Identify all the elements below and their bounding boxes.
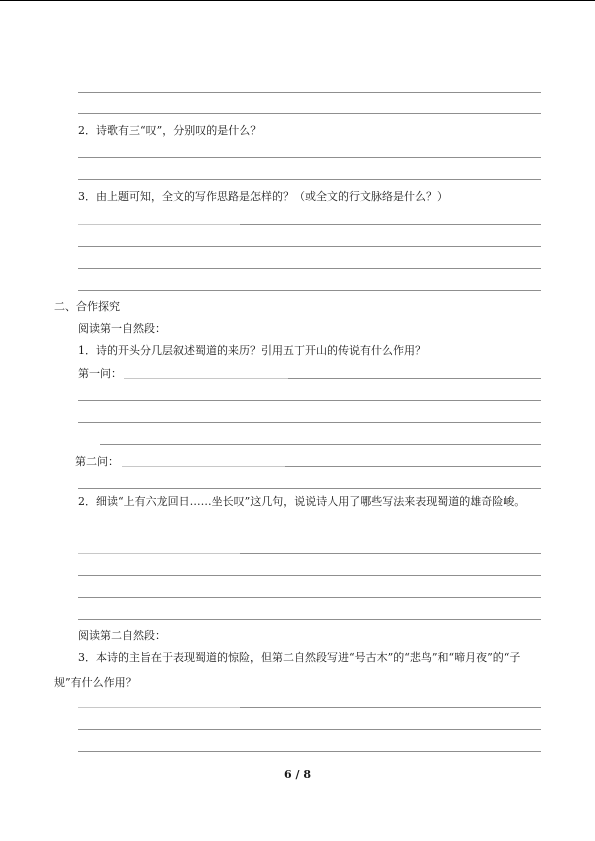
- answer-line: [78, 179, 541, 180]
- answer-line: [78, 113, 541, 114]
- question-2-three-sighs: 2．诗歌有三“叹”，分别叹的是什么？: [78, 124, 262, 137]
- top-border: [0, 0, 595, 1]
- answer-line: [285, 466, 541, 467]
- section-heading: 二、合作探究: [54, 300, 120, 313]
- answer-line: [100, 444, 541, 445]
- answer-line: [240, 553, 541, 554]
- answer-line: [78, 268, 541, 269]
- answer-line: [78, 575, 541, 576]
- answer-line: [78, 224, 240, 225]
- answer-line: [124, 378, 288, 379]
- question-2-six-dragons: 2．细读“上有六龙回日……坐长叹”这几句，说说诗人用了哪些写法来表现蜀道的雄奇险峻。: [78, 495, 526, 508]
- answer-line: [240, 707, 541, 708]
- page-number: 6 / 8: [284, 768, 311, 781]
- answer-line: [78, 246, 541, 247]
- answer-line: [78, 157, 541, 158]
- answer-line: [78, 92, 541, 93]
- answer-line: [78, 290, 541, 291]
- answer-line: [78, 707, 240, 708]
- second-ask-label: 第二问：: [75, 455, 119, 468]
- question-1-opening: 1．诗的开头分几层叙述蜀道的来历？引用五丁开山的传说有什么作用？: [78, 344, 426, 357]
- answer-line: [78, 619, 541, 620]
- first-ask-label: 第一问：: [78, 367, 122, 380]
- answer-line: [240, 224, 541, 225]
- answer-line: [78, 597, 541, 598]
- answer-line: [78, 400, 541, 401]
- answer-line: [78, 751, 541, 752]
- answer-line: [78, 729, 541, 730]
- question-3-sad-birds: 3．本诗的主旨在于表现蜀道的惊险，但第二自然段写进“号古木”的“悲鸟”和“啼月夜”的“子规”有什么作用？: [54, 651, 521, 689]
- paragraph-label: 阅读第二自然段：: [78, 629, 166, 642]
- question-3-writing-structure: 3．由上题可知，全文的写作思路是怎样的？（或全文的行文脉络是什么？）: [78, 190, 448, 203]
- answer-line: [288, 378, 541, 379]
- answer-line: [78, 553, 240, 554]
- answer-line: [78, 422, 541, 423]
- answer-line: [122, 466, 285, 467]
- paragraph-label: 阅读第一自然段：: [78, 322, 166, 335]
